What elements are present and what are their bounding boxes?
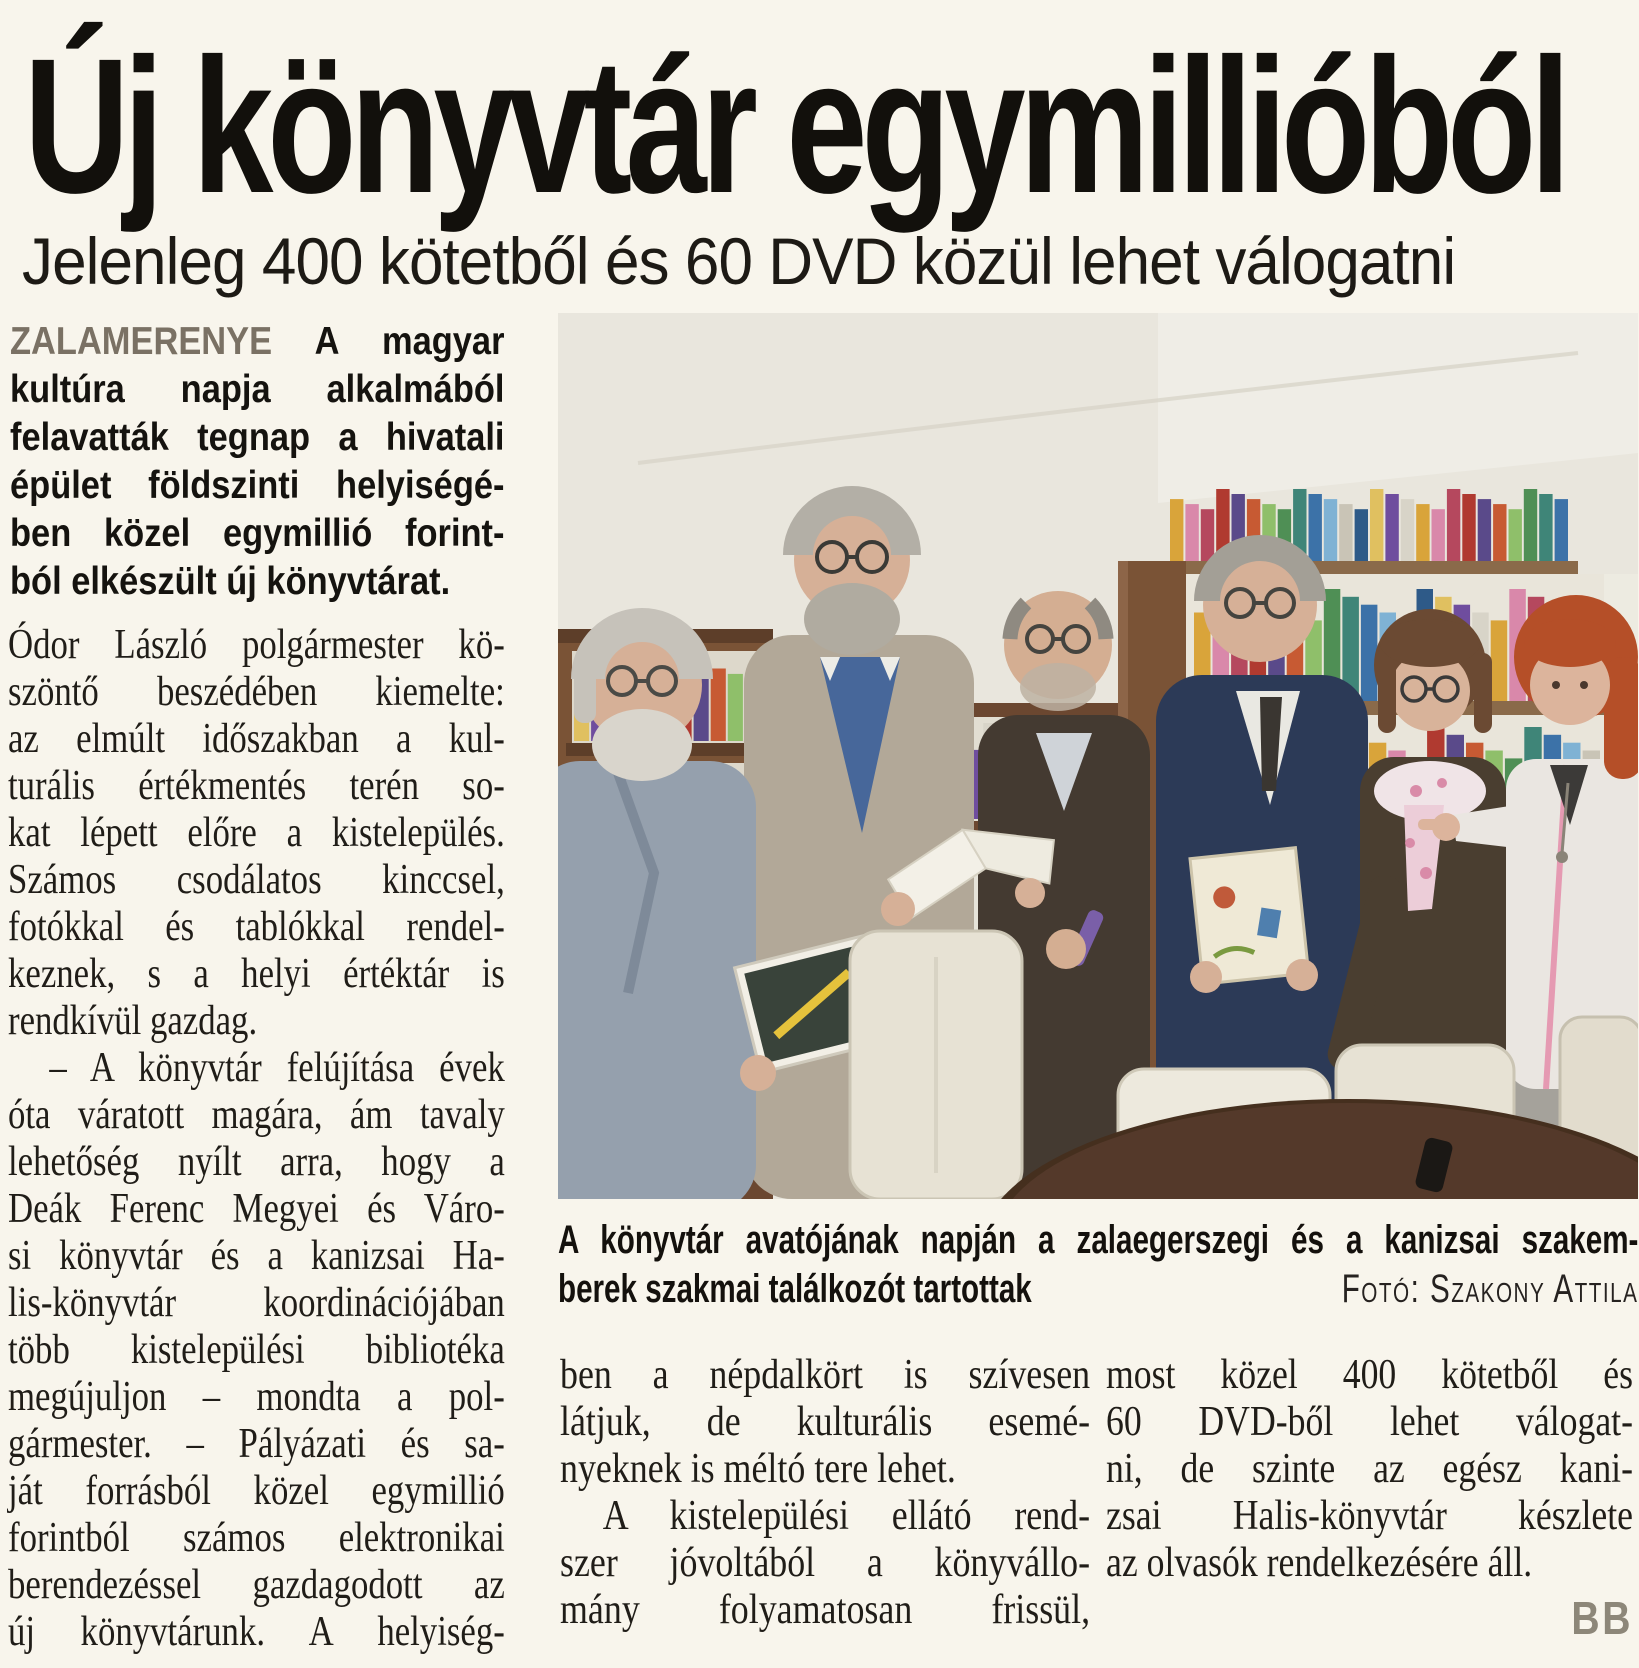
body-column-right bbox=[1106, 1352, 1633, 1643]
paragraph-1 bbox=[8, 622, 505, 1045]
headline: Új könyvtár egymillióból bbox=[24, 18, 1565, 233]
photo-credit: Fotó: Szakony Attila bbox=[1341, 1267, 1639, 1311]
text-line: forintból számos elektronikai bbox=[8, 1515, 505, 1561]
location-tag: ZALAMERENYE bbox=[10, 320, 273, 363]
text-line: lehetőség nyílt arra, hogy a bbox=[8, 1139, 505, 1185]
article-photo bbox=[558, 313, 1638, 1199]
text-line: szer jóvoltából a könyvállo- bbox=[560, 1540, 1091, 1586]
text-line: ni, de szinte az egész kani- bbox=[1106, 1446, 1633, 1492]
text-line: az olvasók rendelkezésére áll. bbox=[1106, 1540, 1533, 1586]
photo-caption bbox=[558, 1216, 1638, 1314]
text-line: Számos csodálatos kinccsel, bbox=[8, 857, 505, 903]
text-line: rendkívül gazdag. bbox=[8, 998, 258, 1044]
text-line: felavatták tegnap a hivatali bbox=[10, 416, 505, 459]
text-line: lis-könyvtár koordinációjában bbox=[8, 1280, 505, 1326]
text-line: most közel 400 kötetből és bbox=[1106, 1352, 1633, 1398]
subtitle: Jelenleg 400 kötetből és 60 DVD közül lehet válogatni bbox=[22, 224, 1456, 298]
text-line: szöntő beszédében kiemelte: bbox=[8, 669, 505, 715]
text-line: látjuk, de kulturális esemé- bbox=[560, 1399, 1091, 1445]
text-line: kat lépett előre a kistelepülés. bbox=[8, 810, 505, 856]
lead-lines bbox=[10, 366, 504, 606]
text-line: épület földszinti helyiségé- bbox=[10, 464, 505, 507]
text-line: óta váratott magára, ám tavaly bbox=[8, 1092, 505, 1138]
text-line: Deák Ferenc Megyei és Váro- bbox=[8, 1186, 505, 1232]
text-line: megújuljon – mondta a pol- bbox=[8, 1374, 505, 1420]
caption-line-1: A könyvtár avatójának napján a zalaegerszegi és a kanizsai szakem- bbox=[558, 1218, 1639, 1262]
text-line: több kistelepülési bibliotéka bbox=[8, 1327, 505, 1373]
text-line: ból elkészült új könyvtárat. bbox=[10, 560, 451, 603]
text-line: gármester. – Pályázati és sa- bbox=[8, 1421, 505, 1467]
text-line: si könyvtár és a kanizsai Ha- bbox=[8, 1233, 505, 1279]
text-line bbox=[10, 318, 504, 366]
text-line: berendezéssel gazdagodott az bbox=[8, 1562, 505, 1608]
paragraph-4 bbox=[1106, 1352, 1633, 1587]
author-byline: BB bbox=[1571, 1592, 1633, 1644]
text-line: keznek, s a helyi értéktár is bbox=[8, 951, 505, 997]
text-line: turális értékmentés terén so- bbox=[8, 763, 505, 809]
body-column-middle bbox=[560, 1352, 1090, 1634]
paragraph-3 bbox=[560, 1352, 1090, 1634]
text-line: ben közel egymillió forint- bbox=[10, 512, 505, 555]
text-line: nyeknek is méltó tere lehet. bbox=[560, 1446, 956, 1492]
text-line: új könyvtárunk. A helyiség- bbox=[8, 1609, 505, 1655]
text-line: ben a népdalkört is szívesen bbox=[560, 1352, 1091, 1398]
text-line: mány folyamatosan frissül, bbox=[560, 1587, 1091, 1633]
caption-line-2 bbox=[558, 1265, 1638, 1314]
text-line: Ódor László polgármester kö- bbox=[8, 622, 505, 668]
text-line: fotókkal és tablókkal rendel- bbox=[8, 904, 505, 950]
lead-paragraph bbox=[10, 318, 504, 606]
paragraph-2 bbox=[8, 1045, 505, 1656]
text-line: kultúra napja alkalmából bbox=[10, 368, 505, 411]
text-line: ját forrásból közel egymillió bbox=[8, 1468, 505, 1514]
text-line: 60 DVD-ből lehet válogat- bbox=[1106, 1399, 1633, 1445]
text-line: – A könyvtár felújítása évek bbox=[49, 1045, 505, 1091]
lead-first-line-text: A magyar bbox=[314, 320, 505, 363]
text-line: A kistelepülési ellátó rend- bbox=[602, 1493, 1091, 1539]
text-line: zsai Halis-könyvtár készlete bbox=[1106, 1493, 1633, 1539]
body-column-left bbox=[8, 622, 505, 1656]
caption-line-2-text: berek szakmai találkozót tartottak bbox=[558, 1267, 1032, 1311]
text-line: az elmúlt időszakban a kul- bbox=[8, 716, 505, 762]
